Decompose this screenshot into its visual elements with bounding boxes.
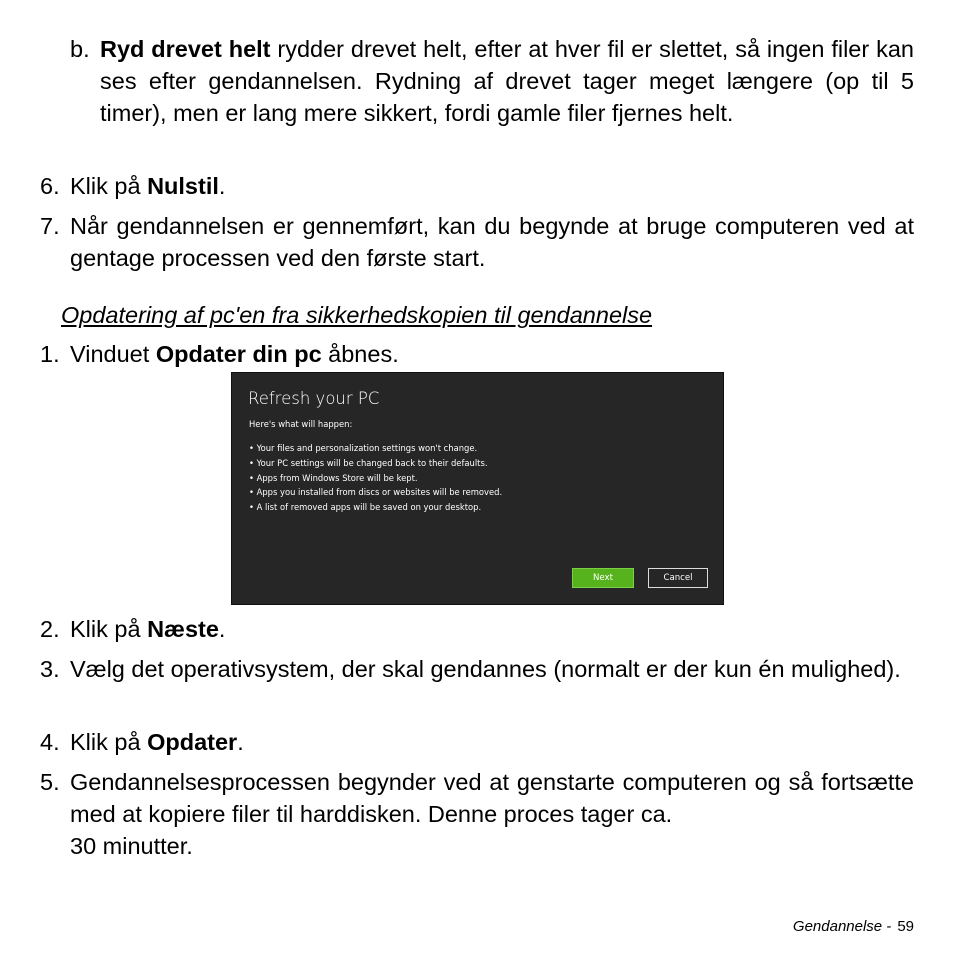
step-text-end: åbnes. [321,341,399,367]
step-text: Klik på [70,729,148,755]
step-5 [40,766,914,862]
step-text-end: . [218,616,226,642]
refresh-pc-screenshot [231,372,724,605]
list-item: • A list of removed apps will be saved on your desktop. [249,502,482,513]
step-b-bold: Ryd drevet helt [100,36,271,62]
step-text: Vælg det operativsystem, der skal gendannes (normalt er der kun én mulighed). [70,656,901,682]
cancel-button[interactable]: Cancel [648,568,708,588]
step-bold: Opdater din pc [155,341,322,367]
step-number: 3. [40,656,60,682]
step-bold: Næste [147,616,219,642]
step-b-text: rydder drevet helt, efter at hver fil er slettet, så ingen filer kan ses efter gendannelsen. Rydning af drevet tager meget længere (op til 5 timer), men er lang mere sikkert, fordi gamle filer fjernes helt. [100,36,914,126]
step-text: Når gendannelsen er gennemført, kan du begynde at bruge computeren ved at gentage processen ved den første start. [70,213,914,271]
step-7 [40,210,914,274]
step-2 [40,613,914,645]
list-item: • Apps you installed from discs or websites will be removed. [249,487,503,498]
next-button[interactable]: Next [572,568,634,588]
step-number: 4. [40,729,60,755]
step-1 [40,338,914,370]
step-text: Klik på [70,173,148,199]
step-bold: Opdater [147,729,238,755]
step-number: 7. [40,213,60,239]
step-text: Gendannelsesprocessen begynder ved at genstarte computeren og så fortsætte med at kopiere filer til harddisken. Denne proces tager ca. [70,769,914,827]
step-bold: Nulstil [147,173,219,199]
section-heading: Opdatering af pc'en fra sikkerhedskopien til gendannelse [61,302,653,328]
step-number: 1. [40,341,60,367]
page-number: 59 [897,918,914,935]
refresh-pc-title: Refresh your PC [248,389,380,408]
step-marker: b. [70,36,90,62]
step-text-line2: 30 minutter. [70,833,193,859]
refresh-pc-subtitle: Here's what will happen: [249,419,353,429]
step-3 [40,653,914,685]
list-item: • Apps from Windows Store will be kept. [249,472,418,483]
step-6 [40,170,914,202]
step-text-end: . [237,729,244,755]
footer-section: Gendannelse - [792,918,892,935]
step-number: 2. [40,616,60,642]
list-item: • Your PC settings will be changed back to their defaults. [249,457,488,468]
step-b [70,33,914,129]
step-4 [40,726,914,758]
step-text: Klik på [70,616,148,642]
page-footer [793,918,914,936]
step-number: 6. [40,173,60,199]
step-text-end: . [218,173,226,199]
list-item: • Your files and personalization settings won't change. [249,443,478,453]
step-text: Vinduet [70,341,156,367]
step-number: 5. [40,769,60,795]
refresh-pc-bullet-list [249,441,502,515]
